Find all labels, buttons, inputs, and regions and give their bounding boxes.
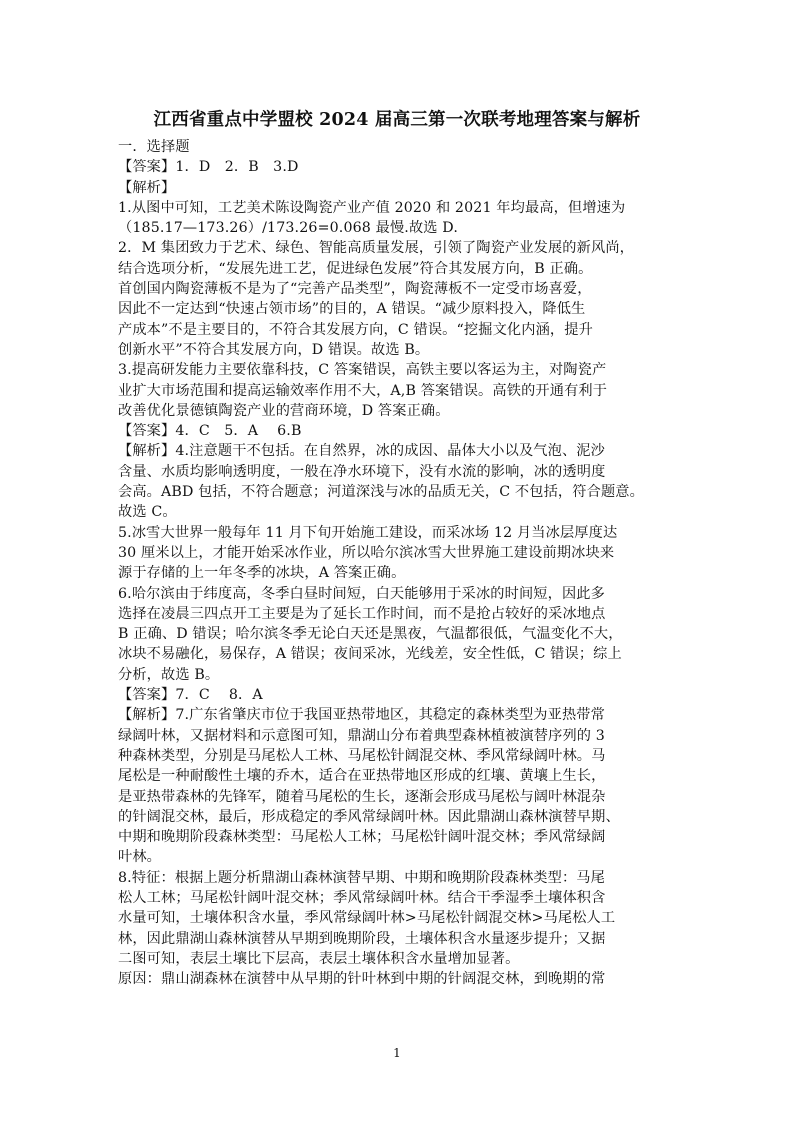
text-line: 源于存储的上一年冬季的冰块，A 答案正确。: [118, 565, 406, 582]
text-line: 分析，故选 B。: [118, 666, 220, 683]
text-line: 【答案】4．C 5．A 6.B: [118, 423, 302, 440]
page-number: 1: [393, 1046, 401, 1060]
text-line: 改善优化景德镇陶瓷产业的营商环境，D 答案正确。: [118, 402, 450, 419]
text-line: 原因：鼎山湖森林在演替中从早期的针叶林到中期的针阔混交林，到晚期的常: [118, 971, 606, 988]
text-line: 含量、水质均影响透明度，一般在净水环境下，没有水流的影响，冰的透明度: [118, 463, 606, 480]
text-line: 【答案】7．C 8．A: [118, 687, 263, 704]
text-line: 【解析】: [118, 179, 176, 196]
text-line: 二图可知，表层土壤比下层高，表层土壤体积含水量增加显著。: [118, 950, 520, 967]
text-line: 一．选择题: [118, 139, 190, 155]
text-line: 6.哈尔滨由于纬度高，冬季白昼时间短，白天能够用于采冰的时间短，因此多: [118, 585, 605, 602]
text-line: 8.特征：根据上题分析鼎湖山森林演替早期、中期和晚期阶段森林类型：马尾: [118, 869, 605, 886]
text-line: 松人工林；马尾松针阔叶混交林；季风常绿阔叶林。结合干季湿季土壤体积含: [118, 889, 606, 906]
text-line: 中期和晚期阶段森林类型：马尾松人工林；马尾松针阔叶混交林；季风常绿阔: [118, 829, 606, 846]
text-line: 的针阔混交林，最后，形成稳定的季风常绿阔叶林。因此鼎湖山森林演替早期、: [118, 808, 620, 825]
text-line: 产成本”不是主要目的，不符合其发展方向，C 错误。“挖掘文化内涵，提升: [118, 321, 593, 338]
text-line: 因此不一定达到“快速占领市场”的目的，A 错误。“减少原料投入，降低生: [118, 301, 586, 318]
text-line: B 正确、D 错误；哈尔滨冬季无论白天还是黑夜，气温都很低，气温变化不大，: [118, 626, 623, 643]
text-line: 叶林。: [118, 849, 162, 866]
text-line: 冰块不易融化，易保存，A 错误；夜间采冰，光线差，安全性低，C 错误；综上: [118, 646, 622, 663]
text-line: 种森林类型，分别是马尾松人工林、马尾松针阔混交林、季风常绿阔叶林。马: [118, 747, 606, 764]
answer-text-body: [118, 137, 663, 989]
text-line: 水量可知，土壤体积含水量，季风常绿阔叶林>马尾松针阔混交林>马尾松人工: [118, 910, 616, 927]
text-line: 【解析】7.广东省肇庆市位于我国亚热带地区，其稳定的森林类型为亚热带常: [118, 707, 605, 724]
text-line: 1.从图中可知，工艺美术陈设陶瓷产业产值 2020 和 2021 年均最高，但增速为: [118, 199, 626, 216]
text-line: 3.提高研发能力主要依靠科技，C 答案错误，高铁主要以客运为主，对陶瓷产: [118, 362, 607, 379]
document-title: 江西省重点中学盟校 2024 届高三第一次联考地理答案与解析: [153, 110, 641, 130]
text-line: 【解析】4.注意题干不包括。在自然界，冰的成因、晶体大小以及气泡、泥沙: [118, 443, 605, 460]
text-line: 选择在凌晨三四点开工主要是为了延长工作时间，而不是抢占较好的采冰地点: [118, 605, 606, 622]
text-line: 结合选项分析，“发展先进工艺，促进绿色发展”符合其发展方向，B 正确。: [118, 260, 593, 277]
text-line: 绿阔叶林，又据材料和示意图可知，鼎湖山分布着典型森林植被演替序列的 3: [118, 727, 605, 744]
text-line: 业扩大市场范围和提高运输效率作用不大，A,B 答案错误。高铁的开通有利于: [118, 382, 608, 399]
text-line: 故选 C。: [118, 504, 177, 521]
text-line: 30 厘米以上，才能开始采冰作业，所以哈尔滨冰雪大世界施工建设前期冰块来: [118, 544, 615, 561]
text-line: 【答案】1．D 2．B 3.D: [118, 159, 299, 176]
text-line: 5.冰雪大世界一般每年 11 月下旬开始施工建设，而采冰场 12 月当冰层厚度达: [118, 524, 618, 541]
text-line: 会高。ABD 包括，不符合题意；河道深浅与冰的品质无关，C 不包括，符合题意。: [118, 484, 644, 501]
text-line: （185.17—173.26）/173.26=0.068 最慢.故选 D.: [118, 220, 458, 237]
text-line: 是亚热带森林的先锋军，随着马尾松的生长，逐渐会形成马尾松与阔叶林混杂: [118, 788, 606, 805]
text-line: 创新水平”不符合其发展方向，D 错误。故选 B。: [118, 341, 430, 358]
text-line: 首创国内陶瓷薄板不是为了“完善产品类型”，陶瓷薄板不一定受市场喜爱，: [118, 281, 592, 298]
text-line: 2．M 集团致力于艺术、绿色、智能高质量发展，引领了陶瓷产业发展的新风尚，: [118, 240, 634, 257]
text-line: 尾松是一种耐酸性土壤的乔木，适合在亚热带地区形成的红壤、黄壤上生长，: [118, 768, 606, 785]
text-line: 林，因此鼎湖山森林演替从早期到晚期阶段，土壤体积含水量逐步提升；又据: [118, 930, 606, 947]
